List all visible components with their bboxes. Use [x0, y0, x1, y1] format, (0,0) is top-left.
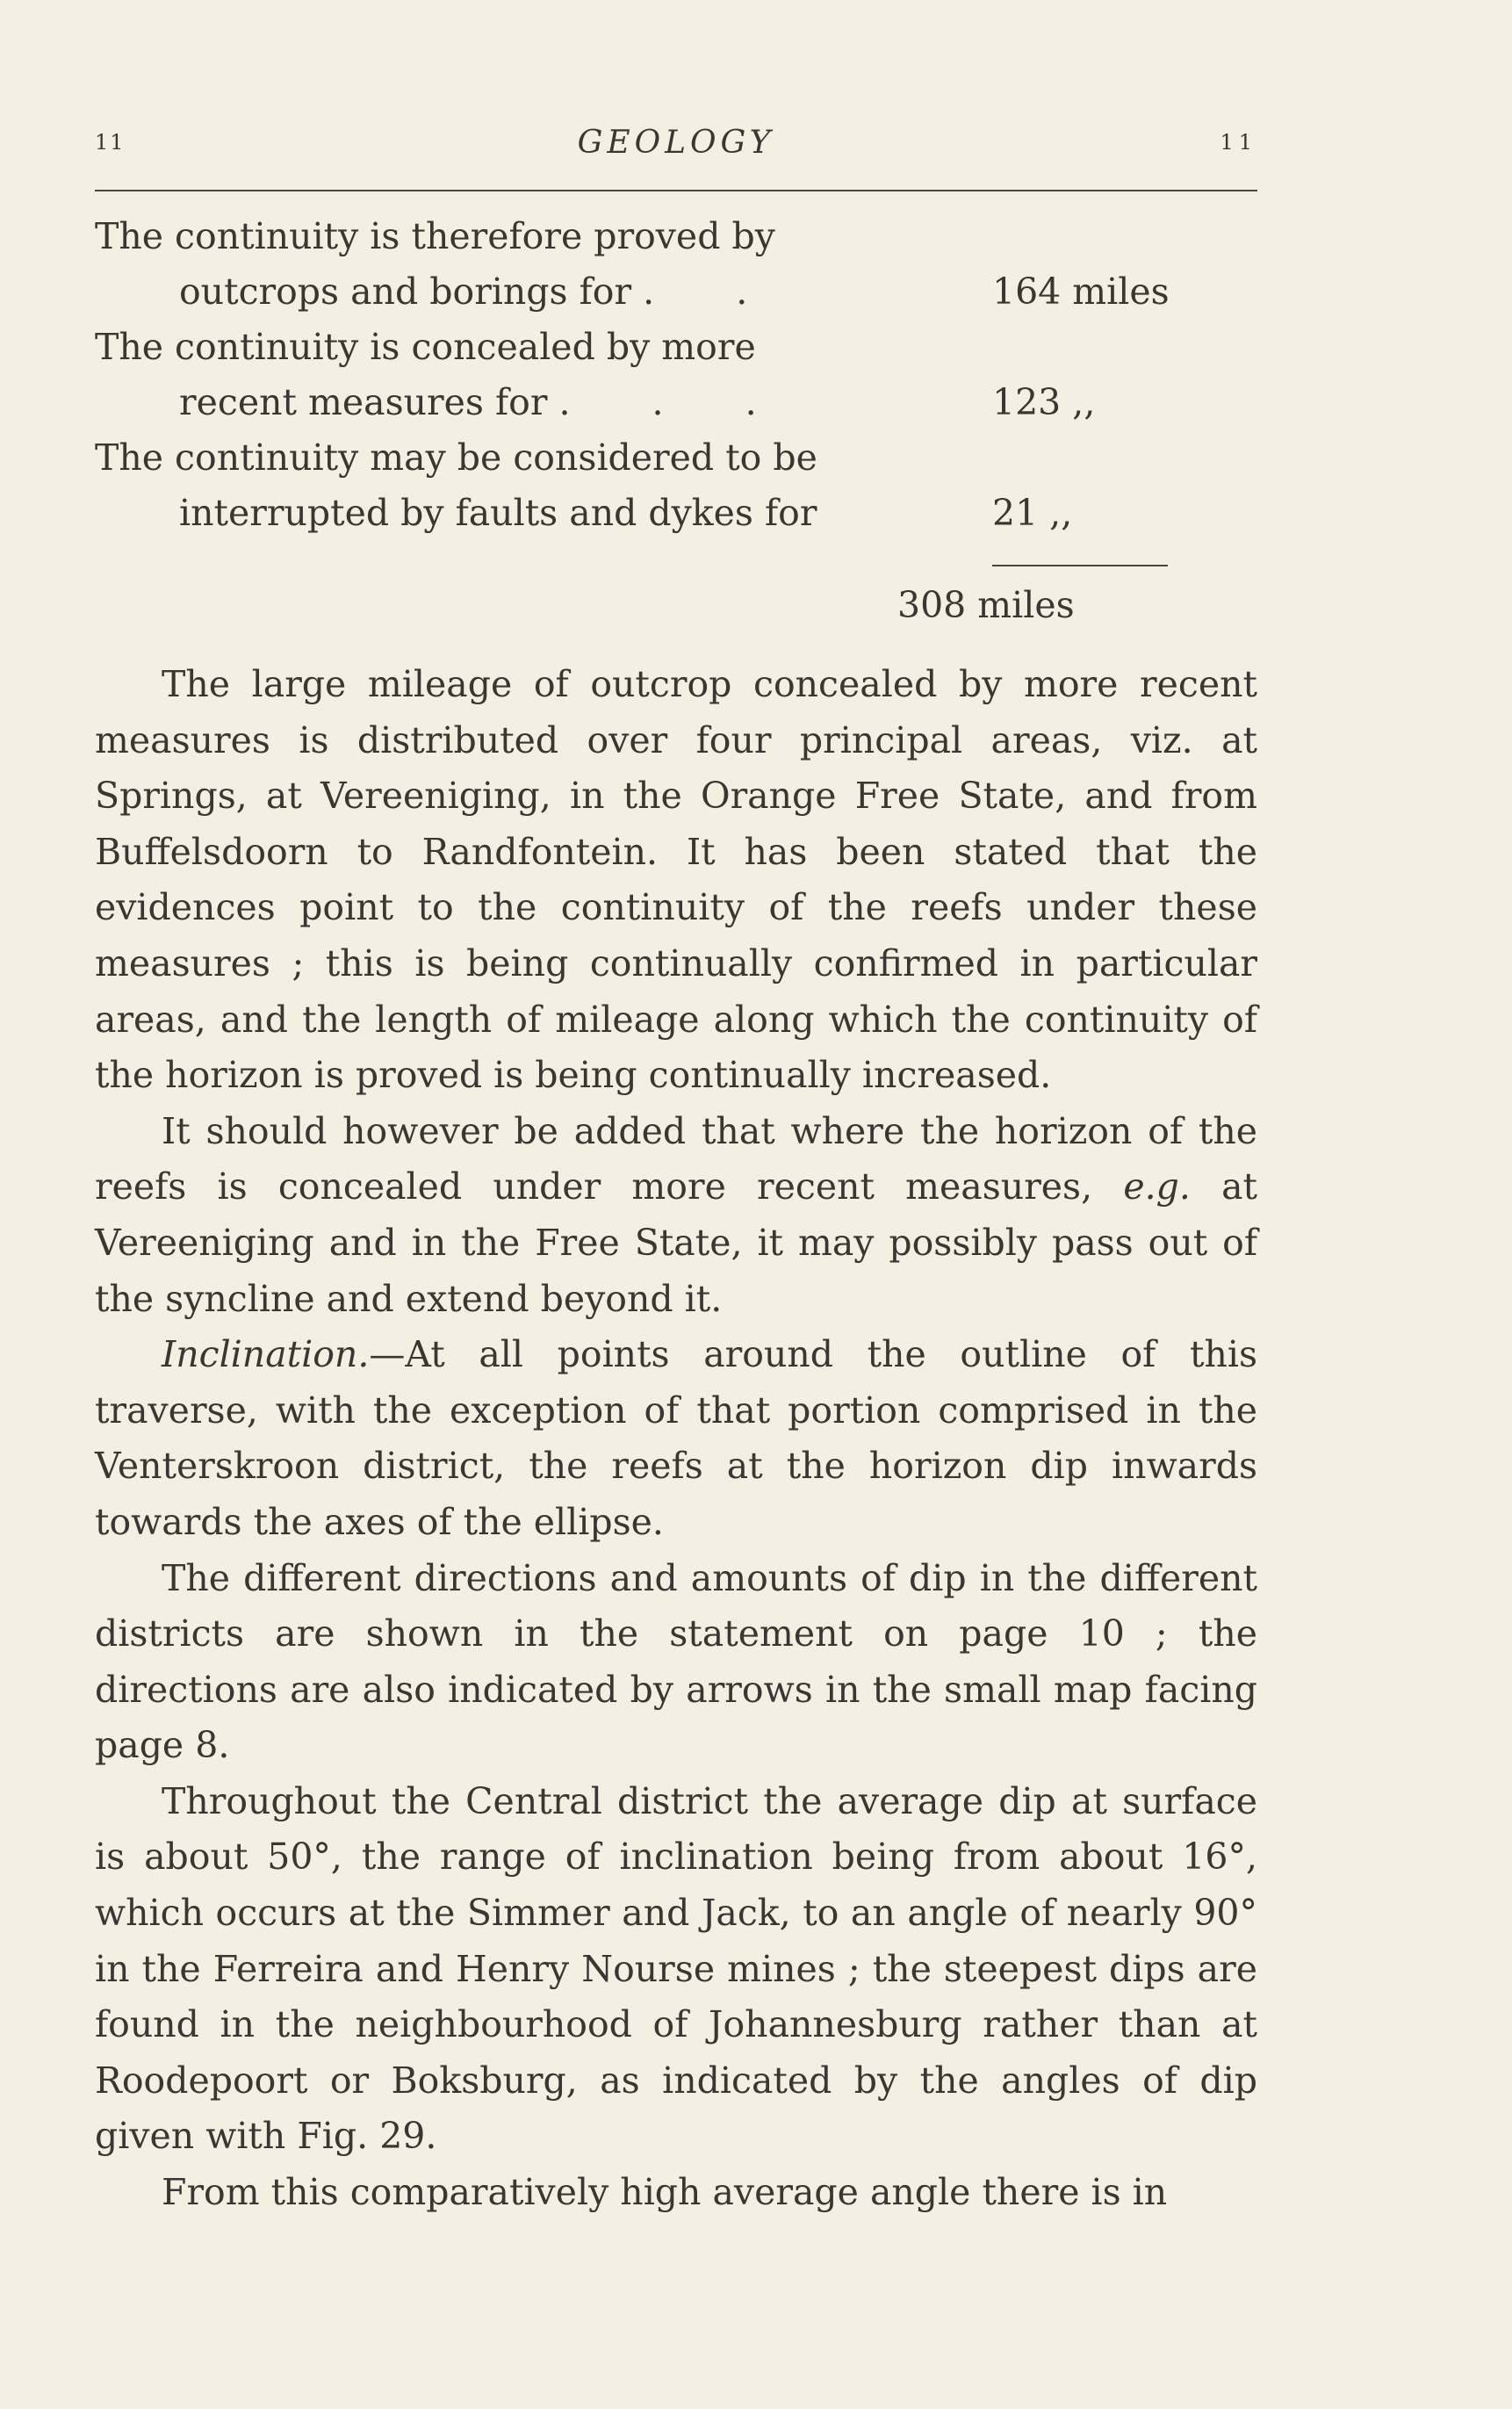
- summary-row: interrupted by faults and dykes for 21 ,,: [95, 486, 1257, 541]
- section-heading: Inclination.: [162, 1333, 370, 1376]
- summary-row: outcrops and borings for . . 164 miles: [95, 264, 1257, 320]
- paragraph: The different directions and amounts of dip in the different districts are shown in the statement on page 10 ; the directions are also indicated by arrows in the small map facing page 8.: [95, 1556, 1257, 1767]
- mileage-summary: [95, 209, 1257, 541]
- paragraph: Throughout the Central district the average dip at surface is about 50°, the range of inclination being from about 16°, which occurs at the Simmer and Jack, to an angle of nearly 90° in the Ferreira and Henry Nourse mines ; the steepest dips are found in the neighbourhood of Johannesburg rather than at Roodepoort or Boksburg, as indicated by the angles of dip given with Fig. 29.: [95, 1779, 1257, 2158]
- paragraph: Inclination.—At all points around the outline of this traverse, with the exception of that portion comprised in the Venterskroon district, the reefs at the horizon dip inwards towards the axes of the ellipse.: [95, 1333, 1257, 1543]
- paragraph: The large mileage of outcrop concealed by more recent measures is distributed over four principal areas, viz. at Springs, at Vereeniging, in the Orange Free State, and from Buffelsdoorn to Randfontein. It has been stated that the evidences point to the continuity of the reefs under these measures ; this is being continually confirmed in particular areas, and the length of mileage along which the continuity of the horizon is proved is being continually increased.: [95, 663, 1257, 1097]
- paragraph: It should however be added that where the horizon of the reefs is concealed under more recent measures, e.g. at Vereeniging and in the Free State, it may possibly pass out of the syncline and extend beyond it.: [95, 1109, 1257, 1320]
- running-title: GEOLOGY: [577, 125, 775, 161]
- summary-value: 164 miles: [992, 270, 1170, 313]
- body-text: [95, 657, 1257, 2221]
- summary-value: 21 ,,: [992, 492, 1073, 534]
- total-rule: [992, 565, 1168, 566]
- summary-total: 308 miles: [897, 584, 1075, 626]
- summary-row-label: The continuity is concealed by more: [95, 326, 756, 368]
- summary-value: 123 ,,: [992, 381, 1096, 423]
- leader-dots: . . .: [558, 381, 792, 423]
- paragraph: From this comparatively high average angle there is in: [162, 2171, 1168, 2214]
- summary-row-label: The continuity is therefore proved by: [95, 215, 775, 257]
- page-number-left: 11: [95, 130, 126, 155]
- summary-row: recent measures for . . . 123 ,,: [95, 375, 1257, 430]
- leader-dots: . .: [643, 270, 783, 313]
- running-header: [95, 125, 1257, 165]
- header-rule: [95, 190, 1257, 191]
- summary-row-label: The continuity may be considered to be: [95, 436, 817, 479]
- page-number-right: 11: [1220, 130, 1257, 155]
